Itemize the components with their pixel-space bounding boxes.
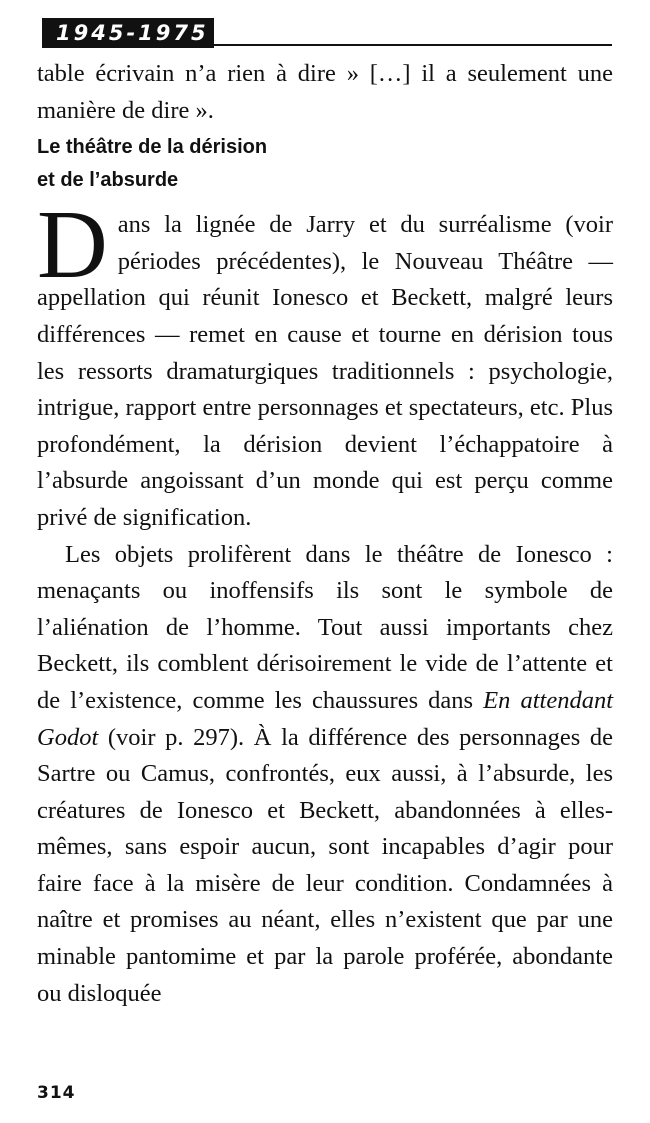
page-content	[37, 56, 613, 1012]
paragraph-2-text-a: Les objets prolifèrent dans le théâtre de Ionesco : menaçants ou inoffensifs ils sont le symbole de l’aliénation de l’homme. Tout aussi importants chez Beckett, ils comblent dérisoirement le vide de l’attente et de l’existence, comme les chaussures dans	[37, 540, 613, 714]
paragraph-les-objets	[37, 537, 613, 1013]
paragraph-1-text: ans la lignée de Jarry et du surréalisme (voir périodes précédentes), le Nouveau Théâtre — appellation qui réunit Ionesco et Beckett, malgré leurs différences — remet en cause et tourne en dérision tous les ressorts dramaturgiques traditionnels : psychologie, intrigue, rapport entre personnages et spectateurs, etc. Plus profondément, la dérision devient l’échappatoire à l’absurde angoissant d’un monde qui est perçu comme privé de signification.	[37, 211, 613, 531]
page-number: 314	[37, 1083, 76, 1103]
era-badge: 1945-1975	[42, 18, 214, 48]
drop-cap: D	[37, 191, 108, 300]
section-title-line-2: et de l’absurde	[37, 169, 179, 192]
work-title: En attendant Godot	[37, 686, 614, 751]
section-title	[37, 131, 613, 197]
section-title-line-1: Le théâtre de la dérision	[37, 136, 268, 159]
header-rule	[214, 44, 612, 46]
paragraph-dans-la-lignee	[37, 191, 613, 536]
continuation-paragraph: table écrivain n’a rien à dire » […] il a seulement une manière de dire ».	[37, 60, 613, 124]
paragraph-2-text-b: (voir p. 297). À la différence des personnages de Sartre ou Camus, confrontés, eux aussi, à l’absurde, les créatures de Ionesco et Beckett, abandonnées à elles-mêmes, sans espoir aucun, sont incapables d’agir pour faire face à la misère de leur condition. Condamnées à naître et promises au néant, elles n’existent que par une minable pantomime et par la parole proférée, abondante ou disloquée	[37, 723, 613, 1007]
running-header	[42, 18, 612, 48]
